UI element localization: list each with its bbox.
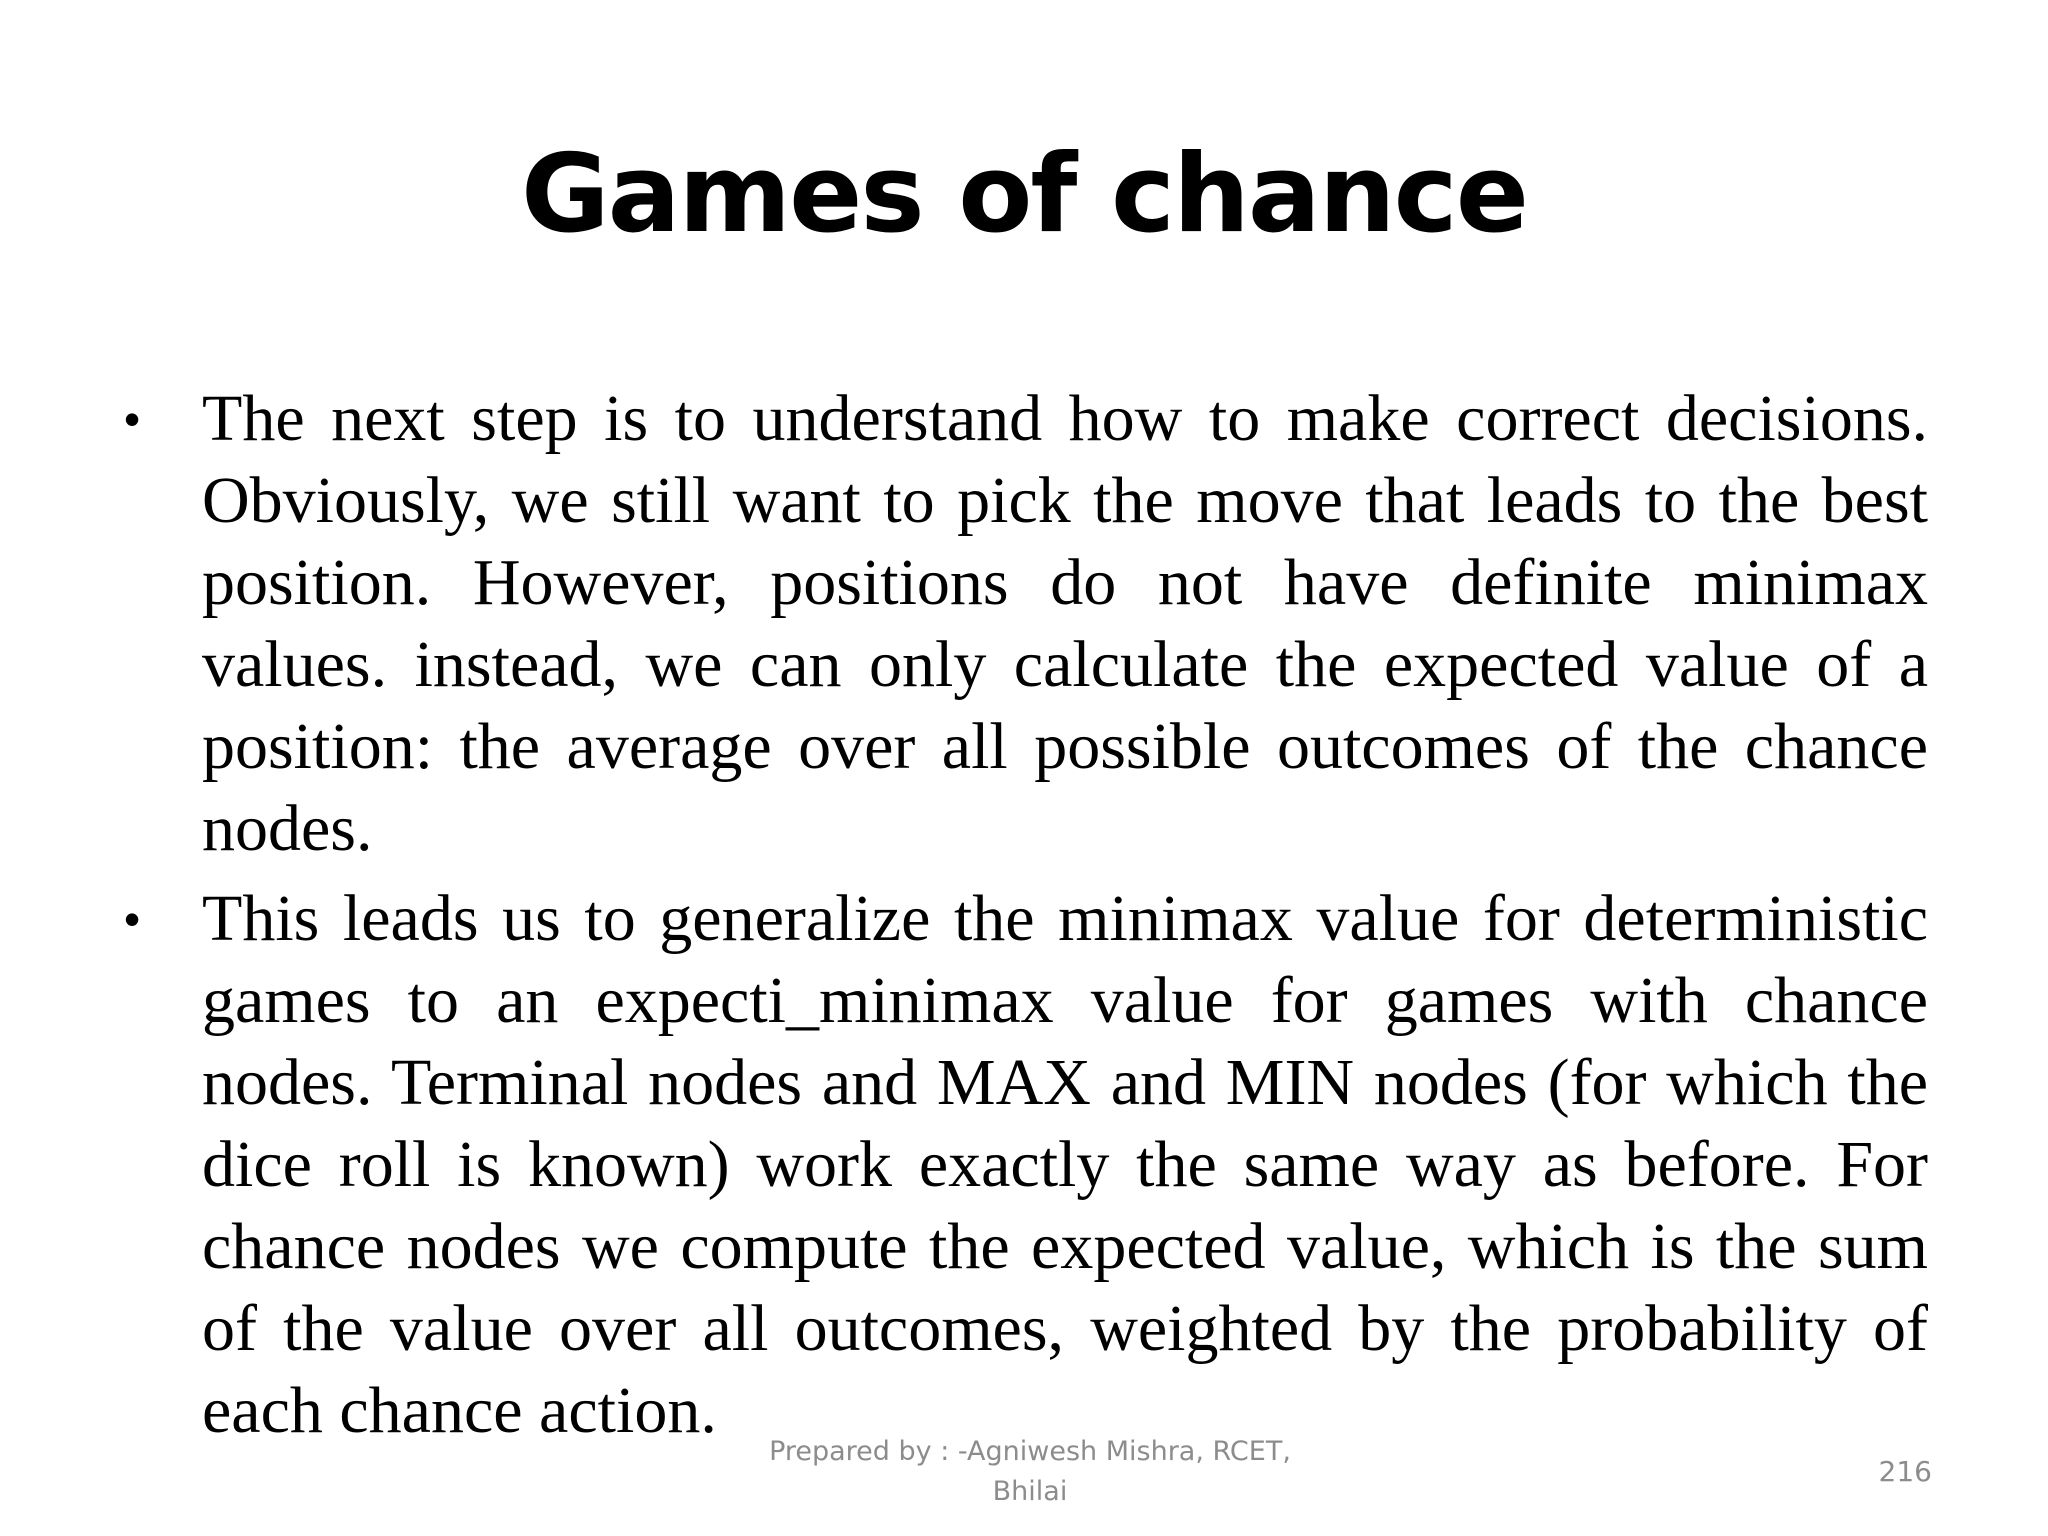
bullet-item	[0, 878, 2048, 1452]
page-number: 216	[1878, 1455, 1932, 1488]
bullet-text: This leads us to generalize the minimax value for deterministic games to an expecti_minimax value for games with chance nodes. Terminal nodes and MAX and MIN nodes (for which the dice roll is known) work exactly the same way as before. For chance nodes we compute the expected value, which is the sum of the value over all outcomes, weighted by the probability of each chance action.	[202, 882, 1928, 1447]
bullet-list	[0, 378, 2048, 1460]
slide-title: Games of chance	[521, 132, 1527, 257]
slide-footer: Prepared by : -Agniwesh Mishra, RCET, Bhilai	[769, 1436, 1291, 1507]
bullet-text: The next step is to understand how to make correct decisions. Obviously, we still want to pick the move that leads to the best position. However, positions do not have definite minimax values. instead, we can only calculate the expected value of a position: the average over all possible outcomes of the chance nodes.	[202, 382, 1928, 865]
bullet-item	[0, 378, 2048, 870]
bullet-marker: •	[124, 393, 141, 445]
bullet-marker: •	[124, 893, 141, 945]
